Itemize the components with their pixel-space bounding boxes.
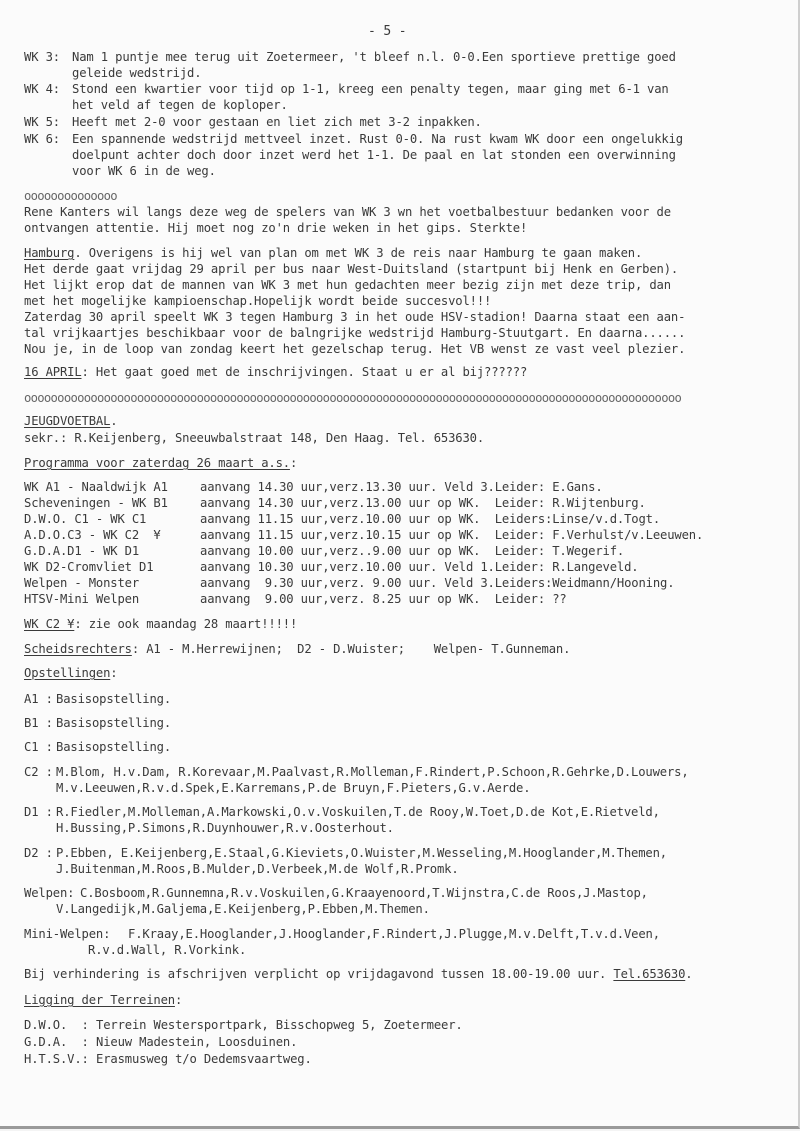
punctuation: .	[110, 414, 118, 428]
team-lineup: R.Fiedler,M.Molleman,A.Markowski,O.v.Voskuilen,T.de Rooy,W.Toet,D.de Kot,E.Rietveld,	[56, 805, 660, 819]
result-text: het veld af tegen de koploper.	[72, 98, 288, 112]
match-times: aanvang 14.30 uur,verz.13.30 uur. Veld 3.Leider: E.Gans.	[200, 480, 603, 494]
hamburg-text: . Overigens is hij wel van plan om met WK 3 de reis naar Hamburg te gaan maken.	[74, 246, 643, 260]
referees-heading: Scheidsrechters	[24, 642, 132, 656]
punctuation: :	[110, 666, 118, 680]
result-text: Nam 1 puntje mee terug uit Zoetermeer, 't bleef n.l. 0-0.Een sportieve prettige goed	[72, 50, 676, 64]
secretary-line: sekr.: R.Keijenberg, Sneeuwbalstraat 148, Den Haag. Tel. 653630.	[24, 431, 484, 445]
match-name: D.W.O. C1 - WK C1	[24, 512, 147, 526]
jeugd-heading-line	[24, 414, 117, 429]
team-lineup: J.Buitenman,M.Roos,B.Mulder,D.Verbeek,M.de Wolf,R.Promk.	[56, 862, 459, 876]
punctuation: .	[685, 967, 693, 981]
hamburg-text: tal vrijkaartjes beschikbaar voor de balngrijke wedstrijd Hamburg-Stuutgart. En daarna......	[24, 326, 686, 340]
result-label-wk5: WK 5:	[24, 115, 60, 129]
hamburg-text: Het lijkt erop dat de mannen van WK 3 met hun gedachten meer bezig zijn met deze trip, dan	[24, 278, 671, 292]
match-name: Scheveningen - WK B1	[24, 496, 168, 510]
programma-heading-line	[24, 456, 297, 471]
april-heading: 16 APRIL	[24, 365, 82, 379]
team-lineup: H.Bussing,P.Simons,R.Duynhouwer,R.v.Oosterhout.	[56, 821, 394, 835]
team-label: Welpen:	[24, 886, 75, 900]
wkc2-note-label: WK C2 ¥	[24, 617, 75, 631]
referees-line	[24, 642, 570, 657]
match-times: aanvang 9.30 uur,verz. 9.00 uur. Veld 3.Leiders:Weidmann/Hooning.	[200, 576, 675, 590]
lineups-heading: Opstellingen	[24, 666, 111, 680]
team-lineup: V.Langedijk,M.Galjema,E.Keijenberg,P.Ebben,M.Themen.	[56, 902, 430, 916]
team-lineup: Basisopstelling.	[56, 740, 171, 754]
hamburg-heading: Hamburg	[24, 246, 75, 260]
match-times: aanvang 11.15 uur,verz.10.00 uur op WK. Leiders:Linse/v.d.Togt.	[200, 512, 660, 526]
programma-heading: Programma voor zaterdag 26 maart a.s.	[24, 456, 290, 470]
team-label: A1 :	[24, 692, 53, 706]
referees-text: : A1 - M.Herrewijnen; D2 - D.Wuister; Welpen- T.Gunneman.	[131, 642, 571, 656]
result-text: Stond een kwartier voor tijd op 1-1, kreeg een penalty tegen, maar ging met 6-1 van	[72, 82, 669, 96]
hamburg-text: Het derde gaat vrijdag 29 april per bus naar West-Duitsland (startpunt bij Henk en Gerben).	[24, 262, 679, 276]
team-lineup: Basisopstelling.	[56, 716, 171, 730]
team-label: B1 :	[24, 716, 53, 730]
result-label-wk4: WK 4:	[24, 82, 60, 96]
result-text: doelpunt achter doch door inzet werd het 1-1. De paal en lat stonden een overwinning	[72, 148, 676, 162]
team-label: C2 :	[24, 765, 53, 779]
team-lineup: M.v.Leeuwen,R.v.d.Spek,E.Karremans,P.de Bruyn,F.Pieters,G.v.Aerde.	[56, 781, 531, 795]
match-name: WK A1 - Naaldwijk A1	[24, 480, 168, 494]
team-label: D1 :	[24, 805, 53, 819]
team-label: C1 :	[24, 740, 53, 754]
result-text: geleide wedstrijd.	[72, 66, 202, 80]
hamburg-text: Nou je, in de loop van zondag keert het gezelschap terug. Het VB wenst ze vast veel plezier.	[24, 342, 686, 356]
separator-short: oooooooooooooo	[24, 189, 117, 203]
result-text: Heeft met 2-0 voor gestaan en liet zich met 3-2 inpakken.	[72, 115, 482, 129]
jeugd-heading: JEUGDVOETBAL	[24, 414, 111, 428]
ground-club: H.T.S.V.:	[24, 1052, 89, 1066]
hamburg-text: met het mogelijke kampioenschap.Hopelijk wordt beide succesvol!!!	[24, 294, 492, 308]
team-lineup: P.Ebben, E.Keijenberg,E.Staal,G.Kieviets,O.Wuister,M.Wesseling,M.Hooglander,M.Themen,	[56, 846, 667, 860]
match-times: aanvang 9.00 uur,verz. 8.25 uur op WK. Leider: ??	[200, 592, 567, 606]
lineups-heading-line	[24, 666, 117, 681]
team-lineup: C.Bosboom,R.Gunnemna,R.v.Voskuilen,G.Kraayenoord,T.Wijnstra,C.de Roos,J.Mastop,	[80, 886, 648, 900]
team-label: Mini-Welpen:	[24, 927, 111, 941]
result-text: Een spannende wedstrijd mettveel inzet. Rust 0-0. Na rust kwam WK door een ongelukkig	[72, 132, 683, 146]
absence-text: Bij verhindering is afschrijven verplicht op vrijdagavond tussen 18.00-19.00 uur.	[24, 967, 614, 981]
rene-text: ontvangen attentie. Hij moet nog zo'n drie weken in het gips. Sterkte!	[24, 221, 528, 235]
team-lineup: M.Blom, H.v.Dam, R.Korevaar,M.Paalvast,R.Molleman,F.Rindert,P.Schoon,R.Gehrke,D.Louwers,	[56, 765, 689, 779]
absence-phone: Tel.653630	[613, 967, 686, 981]
ground-club: D.W.O. :	[24, 1018, 89, 1032]
page-number: - 5 -	[368, 24, 407, 39]
team-lineup: Basisopstelling.	[56, 692, 171, 706]
hamburg-text: Zaterdag 30 april speelt WK 3 tegen Hamburg 3 in het oude HSV-stadion! Daarna staat een aan-	[24, 310, 686, 324]
ground-address: Nieuw Madestein, Loosduinen.	[96, 1035, 298, 1049]
match-name: A.D.O.C3 - WK C2 ¥	[24, 528, 161, 542]
team-lineup: R.v.d.Wall, R.Vorkink.	[88, 943, 247, 957]
match-times: aanvang 10.30 uur,verz.10.00 uur. Veld 1.Leider: R.Langeveld.	[200, 560, 639, 574]
separator-long: ooooooooooooooooooooooooooooooooooooooooooooooooooooooooooooooooooooooooooooooooooooooooooooooooooo	[24, 391, 682, 405]
april-text: : Het gaat goed met de inschrijvingen. Staat u er al bij??????	[81, 365, 528, 379]
ground-address: Terrein Westersportpark, Bisschopweg 5, Zoetermeer.	[96, 1018, 463, 1032]
match-times: aanvang 10.00 uur,verz..9.00 uur op WK. Leider: T.Wegerif.	[200, 544, 625, 558]
result-label-wk6: WK 6:	[24, 132, 60, 146]
match-name: Welpen - Monster	[24, 576, 139, 590]
match-name: G.D.A.D1 - WK D1	[24, 544, 139, 558]
hamburg-paragraph-first-line	[24, 246, 642, 261]
match-times: aanvang 14.30 uur,verz.13.00 uur op WK. Leider: R.Wijtenburg.	[200, 496, 646, 510]
team-lineup: F.Kraay,E.Hooglander,J.Hooglander,F.Rindert,J.Plugge,M.v.Delft,T.v.d.Veen,	[128, 927, 660, 941]
punctuation: :	[174, 993, 183, 1007]
result-text: voor WK 6 in de weg.	[72, 164, 216, 178]
wkc2-note	[24, 617, 297, 632]
match-name: WK D2-Cromvliet D1	[24, 560, 154, 574]
ground-club: G.D.A. :	[24, 1035, 89, 1049]
april-line	[24, 365, 527, 380]
punctuation: :	[289, 456, 298, 470]
match-times: aanvang 11.15 uur,verz.10.15 uur op WK. Leider: F.Verhulst/v.Leeuwen.	[200, 528, 704, 542]
wkc2-note-text: : zie ook maandag 28 maart!!!!!	[74, 617, 298, 631]
absence-note	[24, 967, 692, 982]
match-name: HTSV-Mini Welpen	[24, 592, 139, 606]
ground-address: Erasmusweg t/o Dedemsvaartweg.	[96, 1052, 312, 1066]
result-label-wk3: WK 3:	[24, 50, 60, 64]
team-label: D2 :	[24, 846, 53, 860]
grounds-heading-line	[24, 993, 182, 1008]
rene-text: Rene Kanters wil langs deze weg de spelers van WK 3 wn het voetbalbestuur bedanken voor de	[24, 205, 671, 219]
grounds-heading: Ligging der Terreinen	[24, 993, 175, 1007]
